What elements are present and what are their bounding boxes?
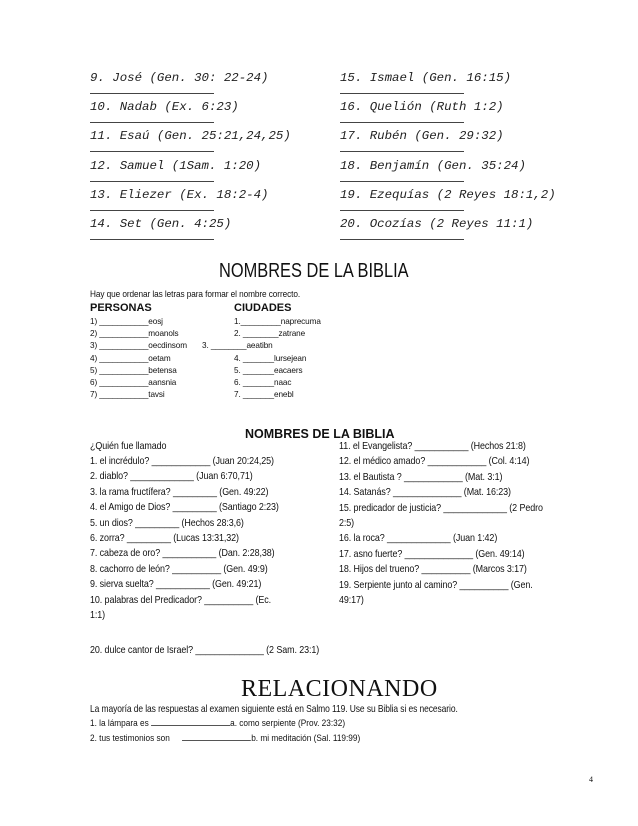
persona-blank[interactable]: ___________ (99, 378, 149, 387)
persona-scrambled-word: betensa (148, 365, 177, 375)
reference-right-answer-line[interactable] (340, 151, 464, 152)
ciudad-blank[interactable]: _________ (240, 317, 281, 326)
match-item-1-blank[interactable] (151, 716, 230, 726)
question-left: 4. el Amigo de Dios? _________ (Santiago 2:23) (90, 502, 279, 514)
question-right: 16. la roca? _____________ (Juan 1:42) (339, 533, 498, 545)
match-item-1-left: 1. la lámpara es (90, 718, 149, 729)
reference-left-answer-line[interactable] (90, 93, 214, 94)
ciudad-scrambled-word: naprecuma (280, 317, 321, 326)
question-left: 7. cabeza de oro? ___________ (Dan. 2:28,38) (90, 548, 275, 560)
ciudad-scrambled-word: eacaers (274, 365, 303, 375)
persona-row (90, 390, 165, 399)
question-left: 10. palabras del Predicador? __________ (Ec. (90, 594, 272, 606)
persona-blank[interactable]: ___________ (99, 390, 149, 400)
section2-title: NOMBRES DE LA BIBLIA (245, 427, 395, 441)
section2-intro: ¿Quién fue llamado (90, 441, 167, 452)
reference-left-answer-line[interactable] (90, 181, 214, 182)
reference-left-item: 12. Samuel (1Sam. 1:20) (90, 158, 262, 173)
question-left: 6. zorra? _________ (Lucas 13:31,32) (90, 533, 239, 544)
reference-left-item: 11. Esaú (Gen. 25:21,24,25) (90, 129, 291, 144)
reference-left-answer-line[interactable] (90, 210, 214, 211)
question-right: 13. el Bautista ? ____________ (Mat. 3:1) (339, 471, 503, 483)
reference-right-item: 19. Ezequías (2 Reyes 18:1,2) (340, 187, 556, 202)
ciudad-number: 1. (234, 317, 241, 326)
section3-instruction: La mayoría de las respuestas al examen siguiente está en Salmo 119. Use su Biblia si es necesario. (90, 704, 458, 715)
ciudad-row (202, 341, 273, 350)
ciudad-row (234, 378, 291, 387)
question-left: 2. diablo? _____________ (Juan 6:70,71) (90, 471, 253, 483)
persona-row (90, 317, 163, 326)
persona-scrambled-word: moanols (148, 329, 179, 339)
question-right: 15. predicador de justicia? _____________ (2 Pedro (339, 502, 543, 514)
question-left: 1. el incrédulo? ____________ (Juan 20:24,25) (90, 456, 274, 467)
reference-right-answer-line[interactable] (340, 210, 464, 211)
persona-scrambled-word: oetam (148, 353, 171, 363)
ciudad-row (234, 317, 321, 326)
page-number: 4 (589, 775, 593, 784)
reference-left-answer-line[interactable] (90, 122, 214, 123)
persona-number: 2) (90, 329, 98, 339)
question-left: 8. cachorro de león? __________ (Gen. 49:9) (90, 563, 268, 575)
reference-right-item: 18. Benjamín (Gen. 35:24) (340, 158, 526, 173)
question-left: 1:1) (90, 610, 106, 621)
persona-number: 1) (90, 317, 98, 326)
persona-blank[interactable]: ___________ (99, 341, 149, 351)
ciudad-scrambled-word: aeatibn (246, 341, 273, 351)
reference-left-item: 13. Eliezer (Ex. 18:2-4) (90, 187, 269, 202)
match-item-2-blank[interactable] (182, 731, 251, 741)
reference-right-answer-line[interactable] (340, 93, 464, 94)
question-right: 14. Satanás? ______________ (Mat. 16:23) (339, 487, 511, 499)
persona-blank[interactable]: ___________ (99, 329, 149, 339)
ciudad-blank[interactable]: ________ (210, 341, 247, 351)
persona-scrambled-word: eosj (148, 317, 163, 326)
persona-row (90, 341, 187, 350)
question-right: 49:17) (339, 595, 364, 606)
persona-row (90, 378, 176, 387)
reference-left-item: 9. José (Gen. 30: 22-24) (90, 71, 269, 85)
persona-row (90, 366, 177, 375)
reference-right-item: 16. Quelión (Ruth 1:2) (340, 100, 504, 115)
persona-number: 3) (90, 341, 98, 351)
ciudad-blank[interactable]: _______ (242, 390, 275, 400)
ciudad-number: 5. (234, 365, 241, 375)
ciudad-row (234, 366, 302, 375)
match-item-1 (90, 716, 345, 729)
question-right: 2:5) (339, 518, 355, 529)
persona-number: 5) (90, 365, 98, 375)
persona-blank[interactable]: ___________ (99, 317, 149, 326)
ciudad-scrambled-word: naac (274, 378, 292, 387)
match-item-1-right: a. como serpiente (Prov. 23:32) (230, 718, 346, 729)
ciudad-scrambled-word: zatrane (278, 329, 306, 339)
ciudad-scrambled-word: lursejean (274, 353, 307, 363)
match-item-2-right: b. mi meditación (Sal. 119:99) (251, 733, 361, 744)
match-item-2-left: 2. tus testimonios son (90, 733, 170, 744)
ciudad-row (234, 329, 305, 338)
question-right: 18. Hijos del trueno? __________ (Marcos 3:17) (339, 564, 527, 576)
persona-number: 6) (90, 378, 98, 387)
ciudad-row (234, 354, 306, 363)
ciudad-row (234, 390, 294, 399)
section1-title: NOMBRES DE LA BIBLIA (219, 260, 409, 282)
question-left: 3. la rama fructífera? _________ (Gen. 49:22) (90, 486, 269, 498)
ciudad-number: 6. (234, 378, 241, 387)
persona-row (90, 354, 171, 363)
persona-scrambled-word: tavsi (148, 390, 165, 400)
reference-left-item: 10. Nadab (Ex. 6:23) (90, 100, 239, 115)
persona-blank[interactable]: ___________ (99, 353, 149, 363)
personas-heading: PERSONAS (90, 302, 152, 314)
ciudad-scrambled-word: enebl (274, 390, 294, 400)
reference-left-item: 14. Set (Gen. 4:25) (90, 217, 232, 231)
ciudad-number: 4. (234, 353, 241, 363)
ciudad-number: 7. (234, 390, 241, 400)
ciudad-number: 3. (202, 341, 209, 351)
section3-title: RELACIONANDO (241, 676, 438, 702)
persona-number: 4) (90, 353, 98, 363)
ciudad-blank[interactable]: _______ (242, 365, 275, 375)
question-left: 5. un dios? _________ (Hechos 28:3,6) (90, 517, 244, 529)
match-item-2 (90, 731, 360, 744)
ciudad-number: 2. (234, 329, 241, 339)
reference-left-answer-line[interactable] (90, 151, 214, 152)
question-left: 9. sierva suelta? ___________ (Gen. 49:21) (90, 579, 262, 591)
persona-scrambled-word: oecdinsom (148, 341, 187, 351)
reference-right-answer-line[interactable] (340, 181, 464, 182)
ciudades-heading: CIUDADES (234, 302, 292, 314)
persona-scrambled-word: aansnia (148, 378, 177, 387)
reference-right-item: 15. Ismael (Gen. 16:15) (340, 71, 512, 85)
ciudad-blank[interactable]: _______ (242, 378, 275, 387)
persona-row (90, 329, 179, 338)
reference-right-answer-line[interactable] (340, 122, 464, 123)
persona-blank[interactable]: ___________ (99, 365, 149, 375)
ciudad-blank[interactable]: _______ (242, 353, 275, 363)
persona-number: 7) (90, 390, 98, 400)
question-right: 12. el médico amado? ____________ (Col. 4:14) (339, 456, 530, 468)
question-right: 11. el Evangelista? ___________ (Hechos 21:8) (339, 441, 526, 452)
reference-left-answer-line[interactable] (90, 239, 214, 240)
question-left: 20. dulce cantor de Israel? ______________ (2 Sam. 23:1) (90, 644, 320, 656)
reference-right-item: 17. Rubén (Gen. 29:32) (340, 129, 504, 144)
question-right: 19. Serpiente junto al camino? __________ (Gen. (339, 579, 533, 591)
question-right: 17. asno fuerte? ______________ (Gen. 49:14) (339, 548, 525, 560)
section1-instruction: Hay que ordenar las letras para formar el nombre correcto. (90, 289, 301, 300)
reference-right-answer-line[interactable] (340, 239, 464, 240)
reference-right-item: 20. Ocozías (2 Reyes 11:1) (340, 217, 534, 231)
ciudad-blank[interactable]: ________ (242, 329, 279, 339)
